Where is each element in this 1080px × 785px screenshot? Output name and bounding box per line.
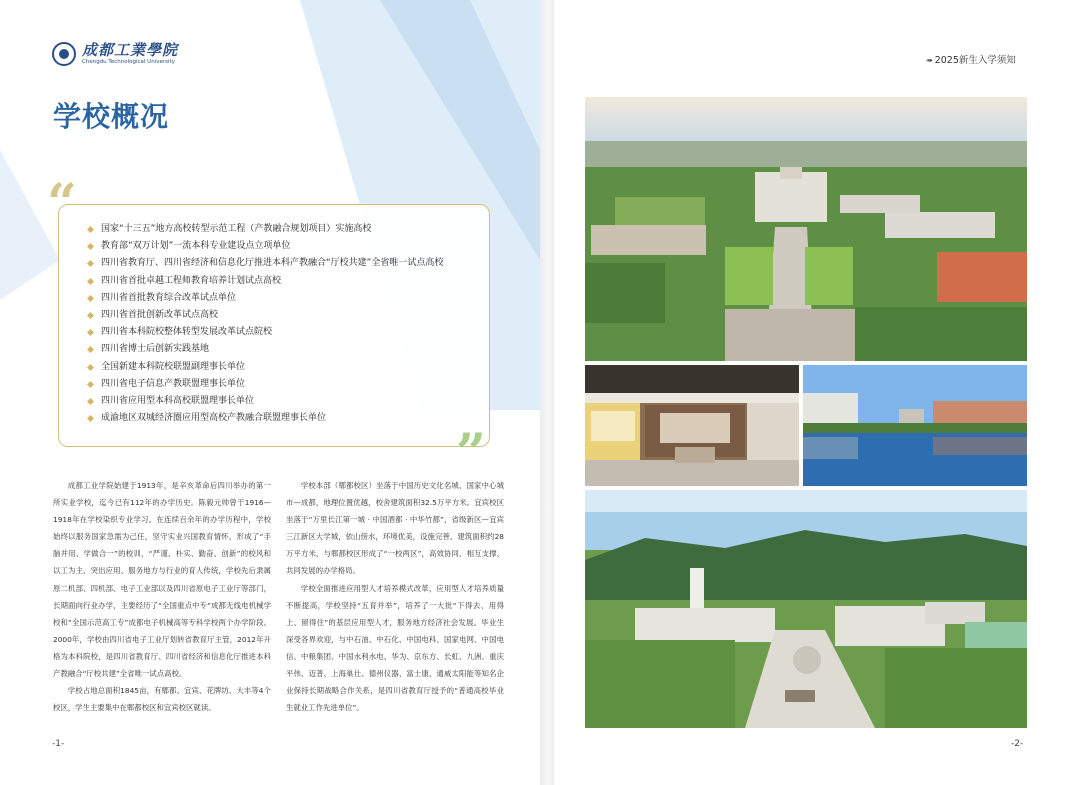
campus-aerial-photo — [585, 97, 1027, 361]
honor-text: 国家“十三五”地方高校转型示范工程（产教融合规划项目）实施高校 — [101, 224, 372, 234]
honor-item — [88, 393, 443, 410]
running-header — [926, 52, 1016, 66]
body-paragraph: 成都工业学院始建于1913年，是辛亥革命后四川举办的第一所实业学校，迄今已有112年的办学历史。陈毅元帅曾于1916—1918年在学校染织专业学习。在连续百余年的办学历程中，学校始终以服务国家急需为己任，坚守实业兴国教育情怀，形成了“手脑并用、学做合一”的校训，“严谨、朴实、勤奋、创新”的校风和以工为主、突出应用、服务地方与行业的育人传统，学校先后隶属原二机部、四机部、电子工业部以及四川省原电子工业厅等部门，长期面向行业办学，主要经历了“全国重点中专”成都无线电机械学校和“全国示范高工专”成都电子机械高等专科学校两个办学阶段。2000年，学校由四川省电子工业厅划转省教育厅主管，2012年升格为本科院校，是四川省教育厅、四川省经济和信息化厅推进本科产教融合“厅校共建”全省唯一试点高校。 — [53, 481, 271, 679]
honor-text: 四川省本科院校整体转型发展改革试点院校 — [101, 327, 273, 338]
body-paragraph: 学校全面推进应用型人才培养模式改革，应用型人才培养质量不断提高，学校坚持“五育并举”，培养了一大批“下得去、用得上、留得住”的基层应用型人才，服务地方经济社会发展。毕业生深受各界欢迎，与中石油、中石化、中国电科、国家电网、中国电信、中粮集团、中国水利水电、华为、京东方、长虹、九洲、重庆平伟、迈普、上海巢仕、德州仪器、富士康、通威太阳能等知名企业保持长期战略合作关系，是四川省教育厅授予的“普通高校毕业生就业工作先进单位”。 — [286, 583, 504, 713]
diamond-bullet-icon — [87, 415, 94, 422]
diamond-bullet-icon — [87, 346, 94, 353]
book-gutter — [540, 0, 554, 785]
school-name-cn: 成都工業學院 — [82, 41, 179, 59]
double-arrow-icon: ➠ — [926, 56, 933, 65]
honor-item — [88, 410, 443, 427]
diamond-bullet-icon — [87, 381, 94, 388]
open-quote-icon: “ — [47, 173, 77, 234]
honor-item — [88, 290, 443, 307]
page-number-left: -1- — [52, 739, 65, 749]
honor-text: 四川省电子信息产教联盟理事长单位 — [101, 378, 246, 389]
diamond-bullet-icon — [87, 260, 94, 267]
page-number-right: -2- — [1011, 739, 1024, 749]
diamond-bullet-icon — [87, 329, 94, 336]
exhibition-hall-photo — [585, 365, 799, 486]
honor-text: 全国新建本科院校联盟副理事长单位 — [101, 361, 246, 372]
honor-text: 四川省首批创新改革试点高校 — [101, 309, 219, 320]
diamond-bullet-icon — [87, 243, 94, 250]
body-paragraph: 学校本部（郫都校区）坐落于中国历史文化名城、国家中心城市—成都，地理位置优越，校舍建筑面积32.5万平方米。宜宾校区坐落于“万里长江第一城 · 中国酒都 · 中华竹都”，省级新区—宜宾三江新区大学城，依山傍水，环境优美，设施完善，建筑面积约28万平方米，与郫都校区形成了“一校两区”，高效协同、相互支撑、共同发展的办学格局。 — [286, 481, 504, 576]
diamond-bullet-icon — [87, 312, 94, 319]
honor-item — [88, 221, 443, 238]
honor-text: 四川省首批卓越工程师教育培养计划试点高校 — [101, 275, 282, 286]
diamond-bullet-icon — [87, 226, 94, 233]
body-column-2 — [286, 477, 504, 716]
honor-text: 成渝地区双城经济圈应用型高校产教融合联盟理事长单位 — [101, 413, 327, 424]
page-title: 学校概况 — [53, 101, 170, 132]
diamond-bullet-icon — [87, 364, 94, 371]
body-column-1 — [53, 477, 271, 716]
close-quote-icon: ” — [456, 423, 486, 484]
honor-item — [88, 255, 443, 272]
school-seal-icon — [52, 42, 76, 66]
yibin-campus-photo — [585, 490, 1027, 728]
diamond-bullet-icon — [87, 295, 94, 302]
honors-list — [88, 221, 443, 427]
honor-item — [88, 238, 443, 255]
school-logo — [52, 42, 178, 66]
body-paragraph: 学校占地总面积1845亩，有郫都、宜宾、花牌坊、大丰等4个校区，学生主要集中在郫都校区和宜宾校区就读。 — [53, 686, 271, 713]
honor-text: 教育部“双万计划”一流本科专业建设点立项单位 — [101, 241, 291, 252]
honor-text: 四川省博士后创新实践基地 — [101, 344, 210, 355]
running-header-label: 2025新生入学须知 — [934, 55, 1016, 66]
school-name-en: Chengdu Technological University — [82, 59, 175, 65]
honor-item — [88, 376, 443, 393]
honor-item — [88, 324, 443, 341]
honor-item — [88, 359, 443, 376]
honor-item — [88, 307, 443, 324]
honor-text: 四川省首批教育综合改革试点单位 — [101, 292, 237, 303]
honor-item — [88, 341, 443, 358]
honor-item — [88, 273, 443, 290]
honor-text: 四川省应用型本科高校联盟理事长单位 — [101, 395, 255, 406]
diamond-bullet-icon — [87, 278, 94, 285]
diamond-bullet-icon — [87, 398, 94, 405]
honor-text: 四川省教育厅、四川省经济和信息化厅推进本科产教融合“厅校共建”全省唯一试点高校 — [101, 258, 444, 269]
lake-campus-photo — [803, 365, 1027, 486]
